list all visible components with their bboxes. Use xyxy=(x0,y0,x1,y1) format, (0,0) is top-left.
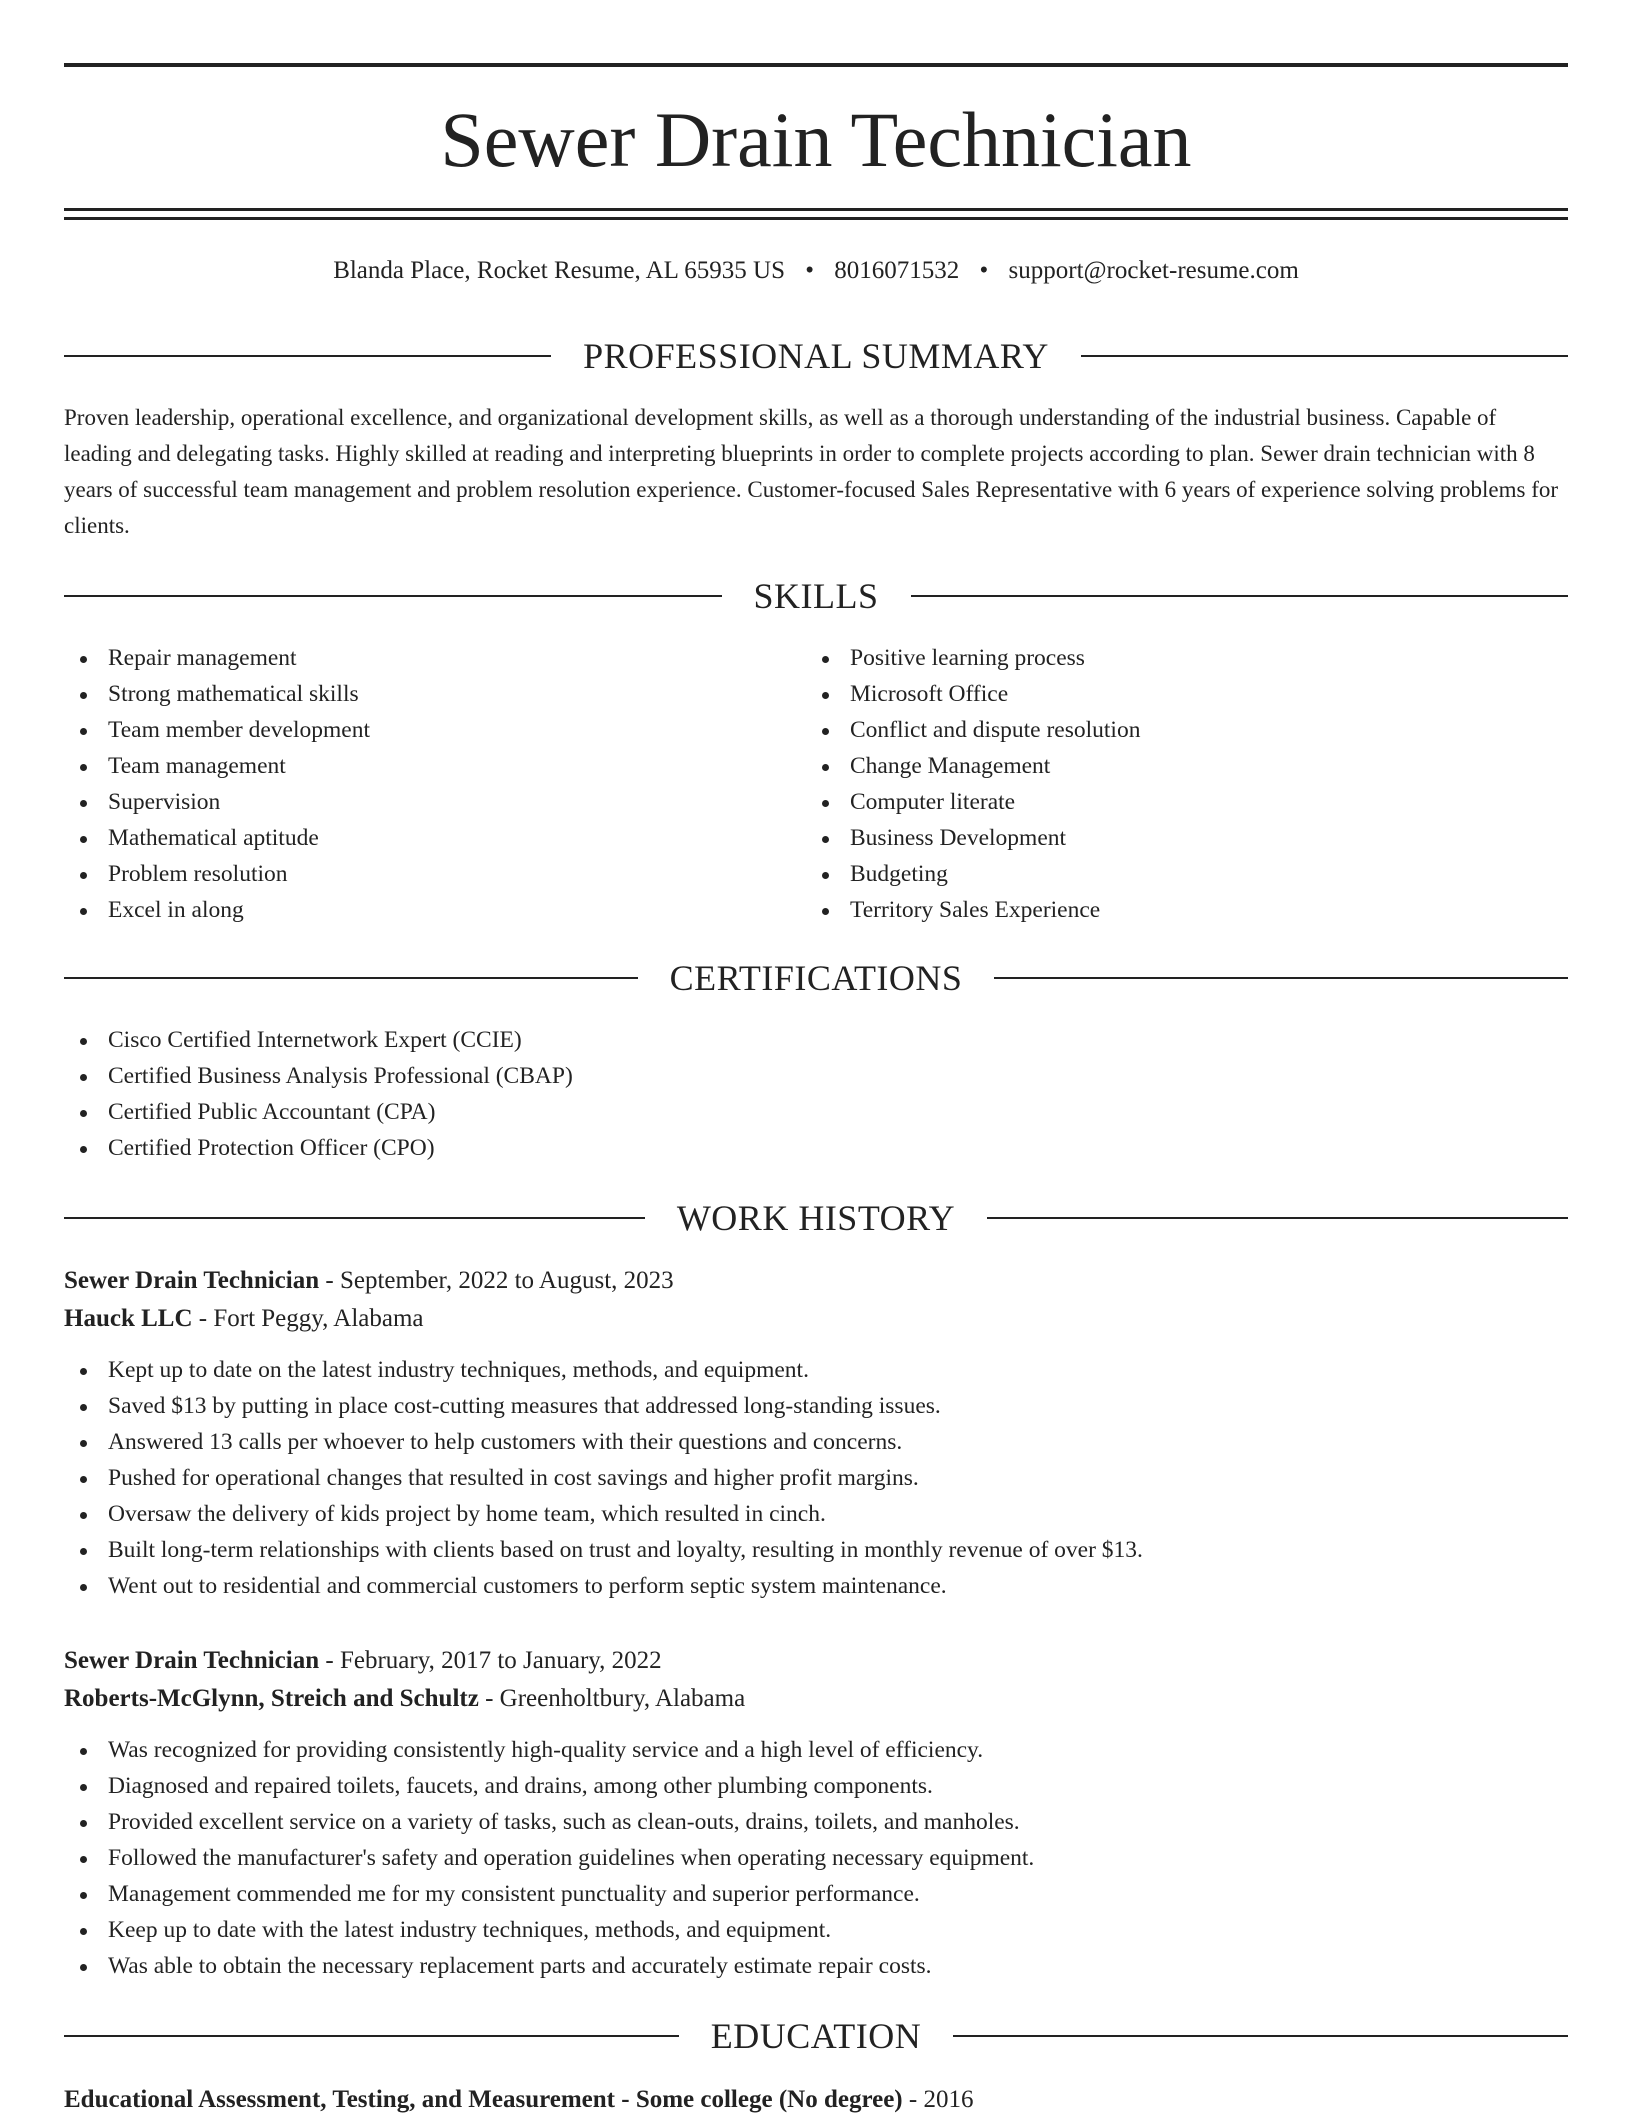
skills-list-left xyxy=(64,640,370,928)
skill-item: Supervision xyxy=(64,784,370,820)
heading-rule xyxy=(1081,355,1568,357)
skill-item: Excel in along xyxy=(64,892,370,928)
summary-text: Proven leadership, operational excellence, and organizational development skills, as well as a thorough understanding of the industrial business. Capable of leading and delegating tasks. Highly skilled at reading and interpreting blueprints in order to complete projects according to plan. Sewer drain technician with 8 years of successful team management and problem resolution experience. Customer-focused Sales Representative with 6 years of experience solving problems for clients. xyxy=(64,405,1559,538)
education-entry xyxy=(64,2081,973,2119)
summary-heading xyxy=(64,334,1568,378)
skill-item: Microsoft Office xyxy=(806,676,1140,712)
job-title-line xyxy=(64,1262,1568,1300)
education-heading xyxy=(64,2014,1568,2058)
job-bullet: Was able to obtain the necessary replacement parts and accurately estimate repair costs. xyxy=(64,1948,1568,1984)
skill-item: Team member development xyxy=(64,712,370,748)
heading-rule xyxy=(994,977,1568,979)
education-heading-label: EDUCATION xyxy=(710,2016,922,2056)
job-title-line xyxy=(64,1642,1568,1680)
skill-item: Mathematical aptitude xyxy=(64,820,370,856)
certifications-list xyxy=(64,1022,573,1166)
skills-heading-label: SKILLS xyxy=(753,576,879,616)
job-company-line xyxy=(64,1680,1568,1718)
heading-rule xyxy=(64,595,722,597)
job-bullet: Kept up to date on the latest industry techniques, methods, and equipment. xyxy=(64,1352,1568,1388)
heading-rule xyxy=(64,977,638,979)
skill-item: Business Development xyxy=(806,820,1140,856)
job-bullet: Pushed for operational changes that resulted in cost savings and higher profit margins. xyxy=(64,1460,1568,1496)
title-double-rule xyxy=(64,208,1568,220)
job-dates: - September, 2022 to August, 2023 xyxy=(319,1267,674,1294)
job-company: Hauck LLC xyxy=(64,1305,193,1332)
job-bullet: Built long-term relationships with clients based on trust and loyalty, resulting in monthly revenue of over $13. xyxy=(64,1532,1568,1568)
job-bullet: Answered 13 calls per whoever to help customers with their questions and concerns. xyxy=(64,1424,1568,1460)
job-location: - Greenholtbury, Alabama xyxy=(478,1685,746,1712)
job-title: Sewer Drain Technician xyxy=(64,1647,320,1674)
job-bullet: Diagnosed and repaired toilets, faucets, and drains, among other plumbing components. xyxy=(64,1768,1568,1804)
contact-phone: 8016071532 xyxy=(834,257,960,284)
heading-rule xyxy=(64,355,551,357)
skills-list-right xyxy=(806,640,1140,928)
job-dates: - February, 2017 to January, 2022 xyxy=(319,1647,662,1674)
certification-item: Certified Protection Officer (CPO) xyxy=(64,1130,573,1166)
job-location: - Fort Peggy, Alabama xyxy=(192,1305,424,1332)
certifications-heading-label: CERTIFICATIONS xyxy=(669,958,963,998)
skill-item: Positive learning process xyxy=(806,640,1140,676)
job-company-line xyxy=(64,1300,1568,1338)
certifications-heading xyxy=(64,956,1568,1000)
job-entry xyxy=(64,1262,1568,1604)
job-bullets xyxy=(64,1732,1568,1984)
contact-line xyxy=(64,254,1568,288)
job-company: Roberts-McGlynn, Streich and Schultz xyxy=(64,1685,479,1712)
top-rule xyxy=(64,63,1568,67)
job-title: Sewer Drain Technician xyxy=(64,1267,320,1294)
skill-item: Team management xyxy=(64,748,370,784)
job-bullet: Went out to residential and commercial customers to perform septic system maintenance. xyxy=(64,1568,1568,1604)
job-bullet: Was recognized for providing consistently high-quality service and a high level of efficiency. xyxy=(64,1732,1568,1768)
job-bullet: Saved $13 by putting in place cost-cutting measures that addressed long-standing issues. xyxy=(64,1388,1568,1424)
summary-heading-label: PROFESSIONAL SUMMARY xyxy=(583,336,1049,376)
skill-item: Change Management xyxy=(806,748,1140,784)
certification-item: Certified Public Accountant (CPA) xyxy=(64,1094,573,1130)
work-history-heading-label: WORK HISTORY xyxy=(676,1198,956,1238)
skill-item: Territory Sales Experience xyxy=(806,892,1140,928)
job-bullet: Keep up to date with the latest industry techniques, methods, and equipment. xyxy=(64,1912,1568,1948)
job-entry xyxy=(64,1642,1568,1984)
heading-rule xyxy=(64,2035,679,2037)
work-history-heading xyxy=(64,1196,1568,1240)
heading-rule xyxy=(64,1217,645,1219)
contact-address: Blanda Place, Rocket Resume, AL 65935 US xyxy=(333,257,785,284)
certification-item: Cisco Certified Internetwork Expert (CCIE) xyxy=(64,1022,573,1058)
skills-heading xyxy=(64,574,1568,618)
heading-rule xyxy=(987,1217,1568,1219)
heading-rule xyxy=(911,595,1569,597)
skill-item: Computer literate xyxy=(806,784,1140,820)
skill-item: Conflict and dispute resolution xyxy=(806,712,1140,748)
contact-separator: • xyxy=(979,257,989,284)
job-bullets xyxy=(64,1352,1568,1604)
education-degree: Educational Assessment, Testing, and Measurement - Some college (No degree) xyxy=(64,2086,903,2113)
resume-title: Sewer Drain Technician xyxy=(440,96,1192,183)
job-bullet: Followed the manufacturer's safety and operation guidelines when operating necessary equipment. xyxy=(64,1840,1568,1876)
contact-separator: • xyxy=(805,257,814,284)
skill-item: Problem resolution xyxy=(64,856,370,892)
certification-item: Certified Business Analysis Professional (CBAP) xyxy=(64,1058,573,1094)
contact-email: support@rocket-resume.com xyxy=(1008,257,1299,284)
skill-item: Budgeting xyxy=(806,856,1140,892)
job-bullet: Management commended me for my consistent punctuality and superior performance. xyxy=(64,1876,1568,1912)
education-year: - 2016 xyxy=(902,2086,974,2113)
skill-item: Repair management xyxy=(64,640,370,676)
heading-rule xyxy=(953,2035,1568,2037)
job-bullet: Provided excellent service on a variety of tasks, such as clean-outs, drains, toilets, and manholes. xyxy=(64,1804,1568,1840)
job-bullet: Oversaw the delivery of kids project by home team, which resulted in cinch. xyxy=(64,1496,1568,1532)
skill-item: Strong mathematical skills xyxy=(64,676,370,712)
